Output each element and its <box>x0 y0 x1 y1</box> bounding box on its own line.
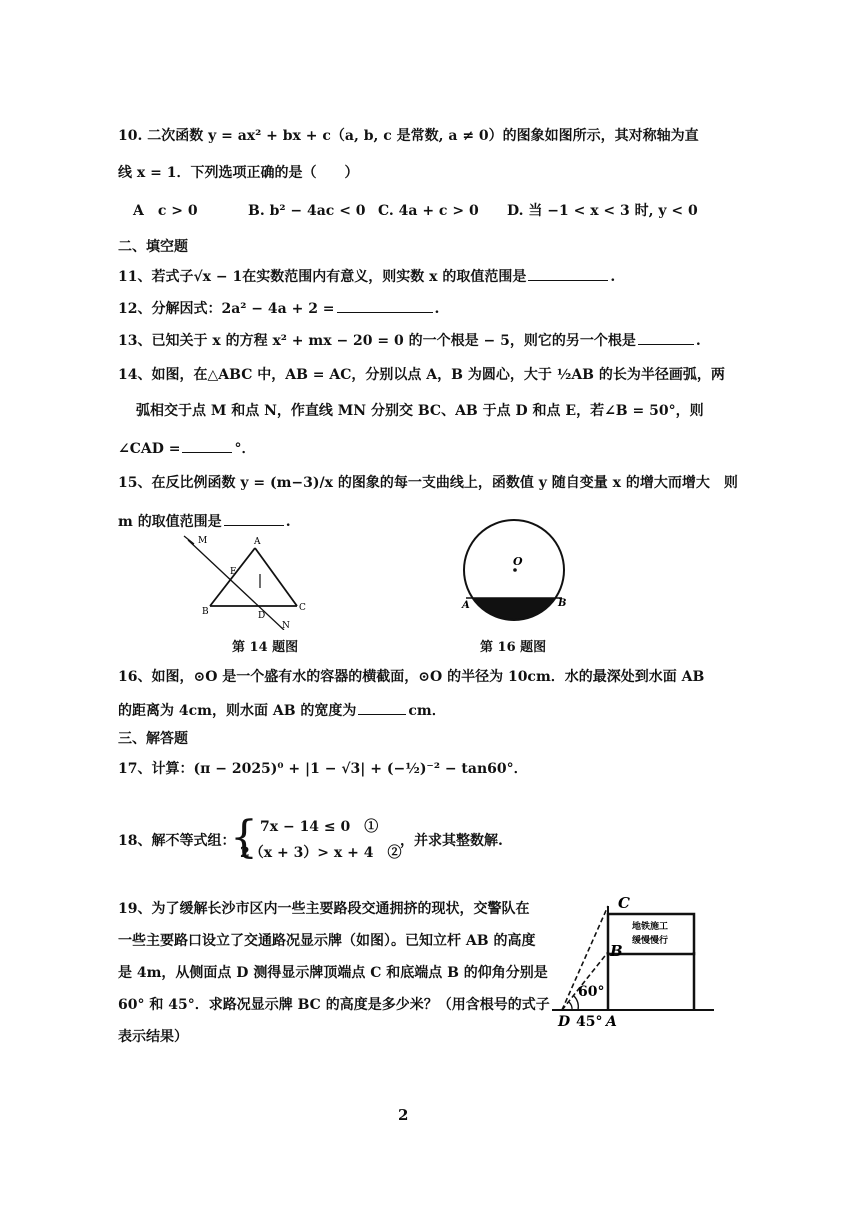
q15-line2-text: m 的取值范围是 <box>118 514 222 530</box>
q10-line2: 线 x = 1．下列选项正确的是（ ） <box>118 165 359 181</box>
q17: 17、计算：(π − 2025)⁰ + |1 − √3| + (−½)⁻² − tan60°． <box>118 761 528 777</box>
q18-prefix: 18、解不等式组： <box>118 833 236 849</box>
q13 <box>118 330 701 350</box>
q15-answer-blank[interactable] <box>224 511 284 526</box>
q19-line1: 19、为了缓解长沙市区内一些主要路段交通拥挤的现状，交警队在 <box>118 901 530 917</box>
fig19-sign-text-1: 地铁施工 <box>631 922 669 932</box>
q14-line1: 14、如图，在△ABC 中，AB = AC，分别以点 A，B 为圆心，大于 ½AB 的长为半径画弧，两 <box>118 367 725 383</box>
q19-line5: 表示结果） <box>118 1029 188 1045</box>
q14-line3 <box>118 438 255 458</box>
fig14-label-b: B <box>202 607 209 617</box>
section-solve-heading: 三、解答题 <box>118 731 188 747</box>
q10-line1: 10. 二次函数 y = ax² + bx + c（a, b, c 是常数, a ≠ 0）的图象如图所示，其对称轴为直 <box>118 128 699 144</box>
fig19-label-60: 60° <box>578 984 605 1000</box>
q19-line4: 60° 和 45°．求路况显示牌 BC 的高度是多少米？（用含根号的式子 <box>118 997 550 1013</box>
q11-end: . <box>610 269 616 285</box>
q10-option-d: D. 当 −1 < x < 3 时, y < 0 <box>507 203 698 219</box>
q13-end: . <box>695 333 701 349</box>
q15-line1: 15、在反比例函数 y = (m−3)/x 的图象的每一支曲线上，函数值 y 随自变量 x 的增大而增大 则 <box>118 475 738 491</box>
figure-14-triangle-diagram <box>180 530 320 630</box>
q12-text: 12、分解因式：2a² − 4a + 2 = <box>118 301 335 317</box>
q16-line2 <box>118 700 446 720</box>
fig19-label-c: C <box>618 894 630 912</box>
figure-14-caption: 第 14 题图 <box>232 640 299 655</box>
fig19-sign-text-2: 缓慢慢行 <box>631 936 669 946</box>
q10-option-c: C. 4a + c > 0 <box>378 203 479 219</box>
figure-19-sign-diagram <box>548 892 716 1030</box>
fig19-label-b: B <box>610 942 623 960</box>
fig14-label-a: A <box>254 537 261 547</box>
fig16-label-o: O <box>513 555 523 568</box>
q12-answer-blank[interactable] <box>337 298 433 313</box>
q16-line1: 16、如图，⊙O 是一个盛有水的容器的横截面，⊙O 的半径为 10cm．水的最深处到水面 AB <box>118 669 705 685</box>
q18-suffix: ，并求其整数解. <box>400 833 503 849</box>
fig16-label-a: A <box>462 600 470 611</box>
q11 <box>118 266 615 286</box>
fig14-label-c: C <box>299 603 306 613</box>
q19-line2: 一些主要路口设立了交通路况显示牌（如图）。已知立杆 AB 的高度 <box>118 933 536 949</box>
q16-answer-blank[interactable] <box>358 700 406 715</box>
q16-line2-text: 的距离为 4cm，则水面 AB 的宽度为 <box>118 703 357 719</box>
q10-option-a: A c > 0 <box>133 203 198 219</box>
q16-line2-end: cm． <box>408 703 446 719</box>
fig19-label-45: 45° <box>576 1014 603 1030</box>
q10-option-b: B. b² − 4ac < 0 <box>248 203 366 219</box>
fig14-label-m: M <box>198 536 208 546</box>
fig16-label-b: B <box>558 598 567 609</box>
figure-16-caption: 第 16 题图 <box>480 640 547 655</box>
fig14-label-d: D <box>258 611 266 621</box>
q13-text: 13、已知关于 x 的方程 x² + mx − 20 = 0 的一个根是 − 5，则它的另一个根是 <box>118 333 636 349</box>
q14-line3-text: ∠CAD = <box>118 441 181 457</box>
q15-line2-end: . <box>285 514 291 530</box>
section-fill-in-heading: 二、填空题 <box>118 239 188 255</box>
q11-answer-blank[interactable] <box>528 266 608 281</box>
q14-line3-end: °． <box>234 441 256 457</box>
q12 <box>118 298 439 318</box>
q13-answer-blank[interactable] <box>638 330 694 345</box>
q18-inequality-2: 2（x + 3）> x + 4 ② <box>240 845 402 861</box>
q18-brace: { <box>230 812 258 863</box>
fig19-label-d: D <box>558 1014 571 1030</box>
fig14-label-e: E <box>230 567 237 577</box>
figure-16-circle-diagram <box>460 518 570 628</box>
fig19-label-a: A <box>606 1014 617 1030</box>
q15-line2 <box>118 511 291 531</box>
q14-line2: 弧相交于点 M 和点 N，作直线 MN 分别交 BC、AB 于点 D 和点 E，若∠B = 50°，则 <box>136 403 704 419</box>
q18-inequality-1: 7x − 14 ≤ 0 ① <box>260 819 379 835</box>
q14-answer-blank[interactable] <box>182 438 232 453</box>
q19-line3: 是 4m，从侧面点 D 测得显示牌顶端点 C 和底端点 B 的仰角分别是 <box>118 965 548 981</box>
fig14-label-n: N <box>282 621 290 630</box>
q11-text: 11、若式子√x − 1在实数范围内有意义，则实数 x 的取值范围是 <box>118 269 527 285</box>
page-number: 2 <box>398 1106 409 1124</box>
q12-end: . <box>434 301 440 317</box>
